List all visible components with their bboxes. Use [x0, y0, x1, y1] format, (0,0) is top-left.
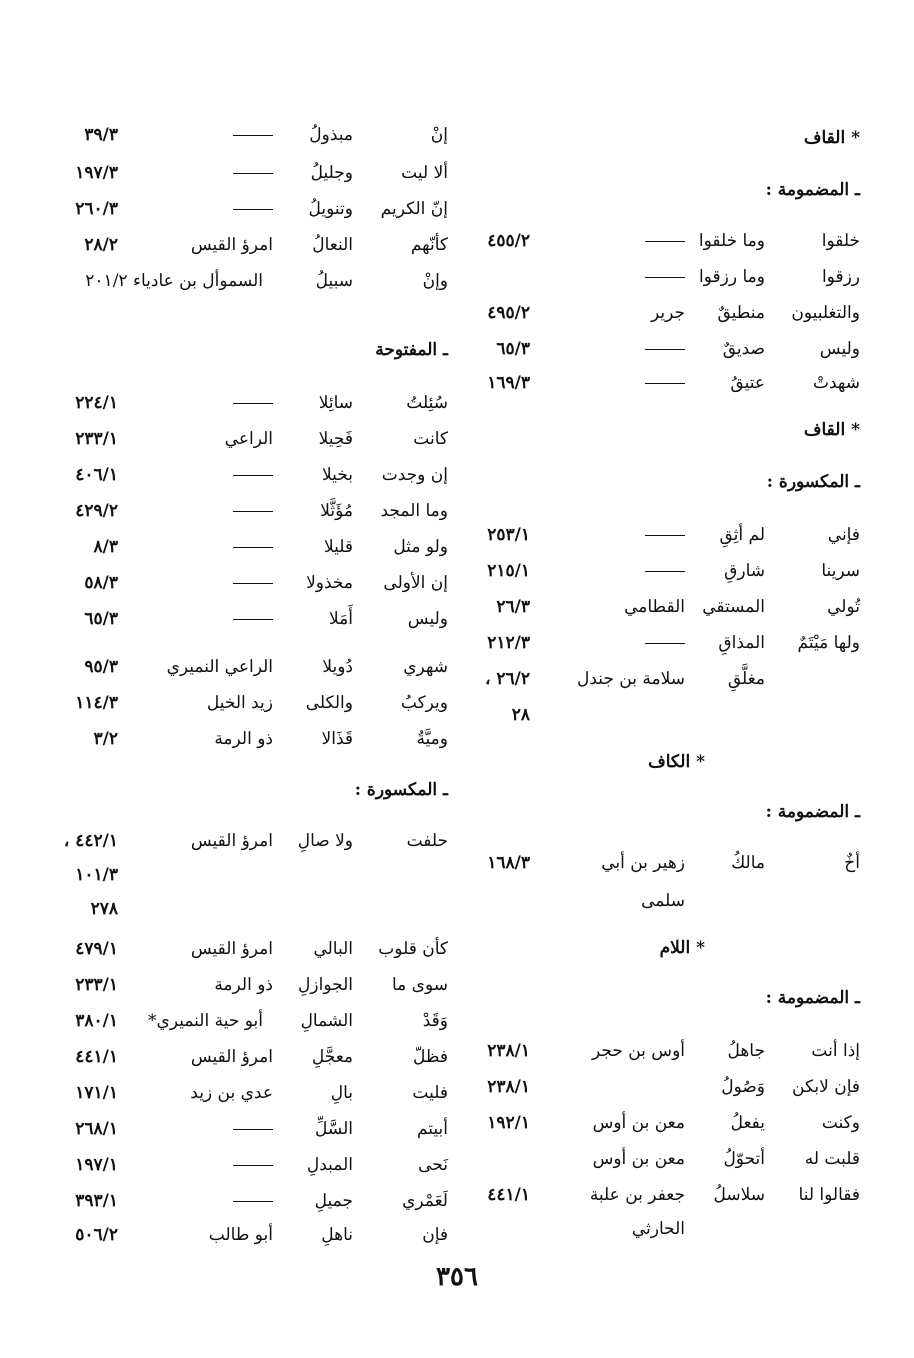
rhyme-word: مالكُ — [731, 853, 765, 873]
rhyme-word: أتحوّلُ — [723, 1149, 765, 1169]
index-row — [48, 120, 448, 150]
poet-name: جعفر بن علبة — [589, 1185, 685, 1205]
verse-word: فإني — [827, 525, 860, 545]
rhyme-word: شارقِ — [724, 561, 765, 581]
rhyme-word: جاهلُ — [727, 1041, 765, 1061]
reference: ٥٨/٣ — [84, 573, 118, 593]
verse-word: نَحى — [418, 1155, 448, 1175]
rhyme-word: ناهلِ — [321, 1225, 353, 1245]
poet-name: سلامة بن جندل — [576, 669, 685, 689]
reference: ٢٥٣/١ — [487, 525, 530, 545]
rhyme-word: قليلا — [323, 537, 353, 557]
index-row — [460, 262, 860, 292]
rhyme-word: يفعلُ — [730, 1113, 765, 1133]
verse-word: والتغلبيون — [791, 303, 860, 323]
rhyme-word: بالِ — [330, 1083, 353, 1103]
reference: ٢٦/٢ ، — [484, 669, 530, 689]
reference: ٤٥٥/٢ — [487, 231, 530, 251]
reference: ٦٥/٣ — [84, 609, 118, 629]
dash-placeholder — [233, 568, 273, 598]
index-row — [48, 532, 448, 562]
verse-word: أخٌ — [844, 853, 860, 873]
index-row — [48, 1006, 448, 1036]
rhyme-word: مغلَّقِ — [727, 669, 765, 689]
reference: ١٩٧/٣ — [75, 163, 118, 183]
reference: ٢٨/٢ — [84, 235, 118, 255]
dash-placeholder — [645, 226, 685, 256]
reference: ٤٤١/١ — [75, 1047, 118, 1067]
rhyme-word: معجَّلِ — [311, 1047, 353, 1067]
reference: ٢٨ — [511, 705, 530, 725]
index-row — [48, 266, 448, 296]
dash-placeholder — [233, 120, 273, 150]
rhyme-word: النعالُ — [312, 235, 353, 255]
verse-word: فقالوا لنا — [798, 1185, 860, 1205]
index-row — [48, 1220, 448, 1250]
index-row — [48, 194, 448, 224]
poet-name: السموأل بن عادياء ٢٠١/٢ — [85, 271, 263, 291]
reference: ٤٧٩/١ — [75, 939, 118, 959]
index-row — [48, 860, 448, 890]
dash-placeholder — [233, 388, 273, 418]
poet-name: أبو طالب — [208, 1225, 273, 1245]
index-row — [460, 1072, 860, 1102]
reference: ٢٣٨/١ — [487, 1041, 530, 1061]
index-row — [460, 1144, 860, 1174]
rhyme-word: الشمالِ — [300, 1011, 353, 1031]
reference: ٢٦٨/١ — [75, 1119, 118, 1139]
verse-word: خلقوا — [821, 231, 860, 251]
poet-name: امرؤ القيس — [190, 1047, 273, 1067]
index-row — [460, 1108, 860, 1138]
dash-placeholder — [645, 628, 685, 658]
index-row — [460, 700, 860, 730]
rhyme-word: مخذولا — [306, 573, 353, 593]
verse-word: حلفت — [406, 831, 448, 851]
reference: ١٩٢/١ — [487, 1113, 530, 1133]
index-row — [460, 628, 860, 658]
index-row — [48, 158, 448, 188]
index-row — [48, 604, 448, 634]
dash-placeholder — [645, 334, 685, 364]
reference: ١٩٧/١ — [75, 1155, 118, 1175]
verse-word: وميَّةُ — [416, 729, 448, 749]
rhyme-word: جميلِ — [314, 1191, 353, 1211]
reference: ٢٧٨ — [90, 899, 118, 919]
rhyme-word: لم أثِقِ — [719, 525, 765, 545]
reference: ٣٩٣/١ — [75, 1191, 118, 1211]
reference: ١١٤/٣ — [75, 693, 118, 713]
section-heading: * الكاف — [648, 752, 705, 772]
poet-name: القطامي — [624, 597, 685, 617]
section-heading: ـ المضمومة : — [765, 802, 860, 822]
index-row — [460, 592, 860, 622]
verse-word: شهدتْ — [812, 373, 860, 393]
verse-word: إن الأولى — [383, 573, 448, 593]
poet-name: سلمى — [641, 891, 685, 911]
section-heading: * القاف — [803, 128, 860, 148]
poet-name: امرؤ القيس — [190, 831, 273, 851]
poet-name: زهير بن أبي — [601, 853, 685, 873]
index-row — [48, 826, 448, 856]
index-row — [460, 298, 860, 328]
poet-name: عدي بن زيد — [190, 1083, 273, 1103]
reference: ١٦٨/٣ — [487, 853, 530, 873]
verse-word: فإن — [422, 1225, 448, 1245]
index-row — [460, 334, 860, 364]
index-row — [48, 894, 448, 924]
reference: ١٧١/١ — [75, 1083, 118, 1103]
index-row — [48, 424, 448, 454]
reference: ٤٠٦/١ — [75, 465, 118, 485]
dash-placeholder — [645, 368, 685, 398]
verse-word: قلبت له — [804, 1149, 860, 1169]
rhyme-word: بخيلا — [322, 465, 353, 485]
rhyme-word: المستقي — [702, 597, 765, 617]
verse-word: وإنْ — [422, 271, 448, 291]
verse-word: سوى ما — [391, 975, 448, 995]
index-row — [460, 520, 860, 550]
verse-word: وَقَدْ — [422, 1011, 448, 1031]
rhyme-word: سائِلا — [318, 393, 353, 413]
page-number: ٣٥٦ — [436, 1262, 478, 1292]
rhyme-word: صديقٌ — [722, 339, 765, 359]
verse-word: وكنت — [821, 1113, 860, 1133]
rhyme-word: وما خلقوا — [698, 231, 765, 251]
reference: ٣٩/٣ — [84, 125, 118, 145]
index-row — [48, 652, 448, 682]
rhyme-word: السَّلِّ — [315, 1119, 353, 1139]
poet-name: أوس بن حجر — [591, 1041, 685, 1061]
reference: ٢١٢/٣ — [487, 633, 530, 653]
dash-placeholder — [233, 194, 273, 224]
verse-word: إنْ — [430, 125, 448, 145]
rhyme-word: المبدلِ — [306, 1155, 353, 1175]
reference: ٨/٣ — [93, 537, 118, 557]
poet-name: ذو الرمة — [214, 975, 273, 995]
reference: ٤٩٥/٢ — [487, 303, 530, 323]
index-row — [460, 886, 860, 916]
index-row — [460, 1036, 860, 1066]
poet-name: معن بن أوس — [592, 1149, 685, 1169]
reference: ٤٤١/١ — [487, 1185, 530, 1205]
section-heading: * القاف — [803, 420, 860, 440]
rhyme-word: وَصُولُ — [721, 1077, 765, 1097]
dash-placeholder — [233, 158, 273, 188]
section-heading: ـ المفتوحة — [375, 340, 448, 360]
dash-placeholder — [645, 520, 685, 550]
verse-word: إذا أنت — [811, 1041, 860, 1061]
index-row — [48, 568, 448, 598]
reference: ٢١٥/١ — [487, 561, 530, 581]
rhyme-word: أَمَلا — [329, 609, 353, 629]
section-heading: * اللام — [659, 938, 705, 958]
index-row — [460, 848, 860, 878]
dash-placeholder — [233, 532, 273, 562]
verse-word: رزقوا — [821, 267, 860, 287]
dash-placeholder — [645, 262, 685, 292]
index-row — [460, 1180, 860, 1210]
reference: ٩٥/٣ — [84, 657, 118, 677]
verse-word: فإن لابكن — [792, 1077, 860, 1097]
verse-word: سرينا — [821, 561, 860, 581]
reference: ٥٠٦/٢ — [75, 1225, 118, 1245]
reference: ٢٦٠/٣ — [75, 199, 118, 219]
rhyme-word: عتيقُ — [730, 373, 765, 393]
rhyme-word: قَذَالا — [321, 729, 353, 749]
dash-placeholder — [233, 460, 273, 490]
poet-name: معن بن أوس — [592, 1113, 685, 1133]
index-row — [460, 368, 860, 398]
rhyme-word: منطيقٌ — [717, 303, 765, 323]
reference: ٢٣٣/١ — [75, 429, 118, 449]
reference: ٦٥/٣ — [496, 339, 530, 359]
reference: ٣/٢ — [93, 729, 118, 749]
poet-name: أبو حية النميري* — [148, 1011, 263, 1031]
reference: ٢٦/٣ — [496, 597, 530, 617]
index-row — [48, 1150, 448, 1180]
verse-word: ولو مثل — [393, 537, 448, 557]
section-heading: ـ المضمومة : — [765, 988, 860, 1008]
dash-placeholder — [233, 1186, 273, 1216]
verse-word: كأنّهم — [410, 235, 448, 255]
verse-word: أبيتم — [416, 1119, 448, 1139]
poet-name: جرير — [651, 303, 685, 323]
index-row — [48, 724, 448, 754]
rhyme-word: مُؤَثَّلا — [320, 501, 353, 521]
dash-placeholder — [233, 496, 273, 526]
rhyme-word: وتنويلُ — [308, 199, 353, 219]
rhyme-word: مبذولُ — [309, 125, 353, 145]
verse-word: كأن قلوب — [378, 939, 448, 959]
index-row — [48, 688, 448, 718]
verse-word: فظلّ — [413, 1047, 448, 1067]
rhyme-word: سبيلُ — [315, 271, 353, 291]
verse-word: إن وجدت — [381, 465, 448, 485]
rhyme-word: والكلى — [305, 693, 353, 713]
index-row — [48, 1186, 448, 1216]
verse-word: سُئِلتُ — [406, 393, 448, 413]
rhyme-word: فَحِيلا — [318, 429, 353, 449]
verse-word: ألا ليت — [401, 163, 448, 183]
poet-name: امرؤ القيس — [190, 939, 273, 959]
index-row — [48, 388, 448, 418]
rhyme-word: الجوازلِ — [298, 975, 353, 995]
rhyme-word: ولا صالِ — [297, 831, 353, 851]
rhyme-word: سلاسلُ — [713, 1185, 765, 1205]
verse-word: وما المجد — [380, 501, 448, 521]
reference: ٤٤٢/١ ، — [63, 831, 118, 851]
index-row — [460, 556, 860, 586]
reference: ٤٢٩/٢ — [75, 501, 118, 521]
verse-word: وليس — [819, 339, 860, 359]
poet-name: زيد الخيل — [206, 693, 273, 713]
reference: ٢٢٤/١ — [75, 393, 118, 413]
poet-name: الحارثي — [631, 1219, 685, 1239]
poet-name: الراعي النميري — [166, 657, 273, 677]
section-heading: ـ المكسورة : — [766, 472, 860, 492]
poet-name: ذو الرمة — [214, 729, 273, 749]
rhyme-word: وما رزقوا — [699, 267, 765, 287]
rhyme-word: البالي — [313, 939, 353, 959]
index-row — [48, 496, 448, 526]
verse-word: وليس — [407, 609, 448, 629]
verse-word: ويركبُ — [400, 693, 448, 713]
verse-word: تُولي — [827, 597, 860, 617]
index-row — [460, 1214, 860, 1244]
reference: ٢٣٣/١ — [75, 975, 118, 995]
dash-placeholder — [233, 1150, 273, 1180]
section-heading: ـ المضمومة : — [765, 180, 860, 200]
reference: ٣٨٠/١ — [75, 1011, 118, 1031]
reference: ٢٣٨/١ — [487, 1077, 530, 1097]
reference: ١٠١/٣ — [75, 865, 118, 885]
index-row — [460, 664, 860, 694]
verse-word: ولها مَيْتَمٌ — [797, 633, 860, 653]
index-row — [460, 226, 860, 256]
index-row — [48, 934, 448, 964]
verse-word: شهري — [403, 657, 448, 677]
index-row — [48, 970, 448, 1000]
rhyme-word: وجليلُ — [310, 163, 353, 183]
dash-placeholder — [233, 604, 273, 634]
verse-word: لَعَمْري — [402, 1191, 448, 1211]
verse-word: إنّ الكريم — [380, 199, 448, 219]
index-row — [48, 1042, 448, 1072]
verse-word: كانت — [413, 429, 448, 449]
verse-word: فليت — [412, 1083, 448, 1103]
index-row — [48, 1078, 448, 1108]
poet-name: الراعي — [224, 429, 273, 449]
reference: ١٦٩/٣ — [487, 373, 530, 393]
rhyme-word: المذاقِ — [718, 633, 765, 653]
poet-name: امرؤ القيس — [190, 235, 273, 255]
index-row — [48, 1114, 448, 1144]
index-row — [48, 230, 448, 260]
dash-placeholder — [645, 556, 685, 586]
section-heading: ـ المكسورة : — [354, 780, 448, 800]
index-row — [48, 460, 448, 490]
rhyme-word: دُويلا — [322, 657, 353, 677]
dash-placeholder — [233, 1114, 273, 1144]
